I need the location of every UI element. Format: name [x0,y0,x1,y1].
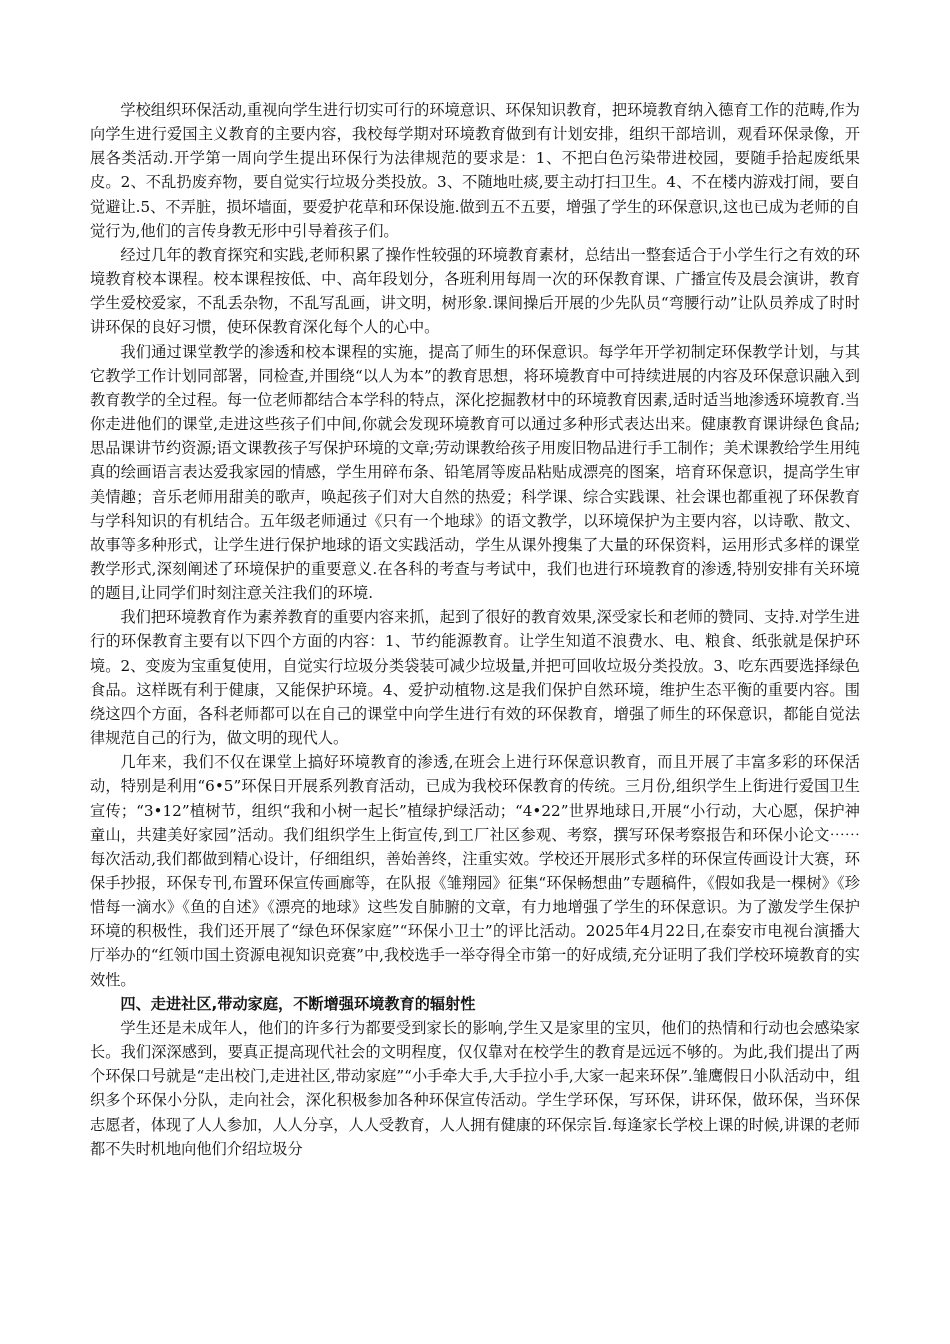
paragraph-2: 经过几年的教育探究和实践,老师积累了操作性较强的环境教育素材，总结出一整套适合于小学生行之有效的环境教育校本课程。校本课程按低、中、高年段划分，各班利用每周一次的环保教育课、广播宣传及晨会演讲，教育学生爱校爱家，不乱丢杂物，不乱写乱画，讲文明，树形象.课间操后开展的少先队员“弯腰行动”让队员养成了时时讲环保的良好习惯，使环保教育深化每个人的心中。 [90,245,860,337]
paragraph-1: 学校组织环保活动,重视向学生进行切实可行的环境意识、环保知识教育，把环境教育纳入德育工作的范畴,作为向学生进行爱国主义教育的主要内容，我校每学期对环境教育做到有计划安排，组织干部培训，观看环保录像，开展各类活动.开学第一周向学生提出环保行为法律规范的要求是：1、不把白色污染带进校园，要随手拾起废纸果皮。2、不乱扔废弃物，要自觉实行垃圾分类投放。3、不随地吐痰,要主动打扫卫生。4、不在楼内游戏打闹，要自觉避让.5、不弄脏，损坏墙面，要爱护花草和环保设施.做到五不五要，增强了学生的环保意识,这也已成为老师的自觉行为,他们的言传身教无形中引导着孩子们。 [90,101,860,240]
section-heading: 四、走进社区,带动家庭，不断增强环境教育的辐射性 [120,994,476,1013]
paragraph-4: 我们把环境教育作为素养教育的重要内容来抓，起到了很好的教育效果,深受家长和老师的赞同、支持.对学生进行的环保教育主要有以下四个方面的内容：1、节约能源教育。让学生知道不浪费水、电、粮食、纸张就是保护环境。2、变废为宝重复使用，自觉实行垃圾分类袋装可减少垃圾量,并把可回收垃圾分类投放。3、吃东西要选择绿色食品。这样既有利于健康，又能保护环境。4、爱护动植物.这是我们保护自然环境，维护生态平衡的重要内容。围绕这四个方面，各科老师都可以在自己的课堂中向学生进行有效的环保教育，增强了师生的环保意识，都能自觉法律规范自己的行为，做文明的现代人。 [90,608,860,748]
document-page [90,98,860,1161]
paragraph-3: 我们通过课堂教学的渗透和校本课程的实施，提高了师生的环保意识。每学年开学初制定环保教学计划，与其它教学工作计划同部署，同检查,并围绕“以人为本”的教育思想，将环境教育中可持续进展的内容及环保意识融入到教育教学的全过程。每一位老师都结合本学科的特点，深化挖掘教材中的环境教育因素,适时适当地渗透环境教育.当你走进他们的课堂,走进这些孩子们中间,你就会发现环境教育可以通过多种形式表达出来。健康教育课讲绿色食品;思品课讲节约资源;语文课教孩子写保护环境的文章;劳动课教给孩子用废旧物品进行手工制作；美术课教给学生用纯真的绘画语言表达爱我家园的情感，学生用碎布条、铅笔屑等废品粘贴成漂亮的图案，培育环保意识，提高学生审美情趣；音乐老师用甜美的歌声，唤起孩子们对大自然的热爱；科学课、综合实践课、社会课也都重视了环保教育与学科知识的有机结合。五年级老师通过《只有一个地球》的语文教学，以环境保护为主要内容，以诗歌、散文、故事等多种形式，让学生进行保护地球的语文实践活动，学生从课外搜集了大量的环保资料，运用形式多样的课堂教学形式,深刻阐述了环境保护的重要意义.在各科的考查与考试中，我们也进行环境教育的渗透,特别安排有关环境的题目,让同学们时刻注意关注我们的环境. [90,342,860,603]
paragraph-6: 学生还是未成年人，他们的许多行为都要受到家长的影响,学生又是家里的宝贝，他们的热情和行动也会感染家长。我们深深感到，要真正提高现代社会的文明程度，仅仅靠对在校学生的教育是远远不够的。为此,我们提出了两个环保口号就是“走出校门,走进社区,带动家庭”“小手牵大手,大手拉小手,大家一起来环保”.雏鹰假日小队活动中，组织多个环保小分队，走向社会，深化积极参加各种环保宣传活动。学生学环保，写环保，讲环保，做环保，当环保志愿者，体现了人人参加，人人分享，人人受教育，人人拥有健康的环保宗旨.每逢家长学校上课的时候,讲课的老师都不失时机地向他们介绍垃圾分 [90,1018,860,1158]
paragraph-5: 几年来，我们不仅在课堂上搞好环境教育的渗透,在班会上进行环保意识教育，而且开展了丰富多彩的环保活动，特别是利用“6•5”环保日开展系列教育活动，已成为我校环保教育的传统。三月份,组织学生上街进行爱国卫生宣传；“3•12”植树节，组织“我和小树一起长”植绿护绿活动；“4•22”世界地球日,开展“小行动，大心愿，保护神童山，共建美好家园”活动。我们组织学生上街宣传,到工厂社区参观、考察，撰写环保考察报告和环保小论文⋯⋯每次活动,我们都做到精心设计，仔细组织，善始善终，注重实效。学校还开展形式多样的环保宣传画设计大赛，环保手抄报，环保专刊,布置环保宣传画廊等，在队报《雏翔园》征集“环保畅想曲”专题稿件，《假如我是一棵树》《珍惜每一滴水》《鱼的自述》《漂亮的地球》这些发自肺腑的文章，有力地增强了学生的环保意识。为了激发学生保护环境的积极性，我们还开展了“绿色环保家庭”“环保小卫士”的评比活动。2025年4月22日,在泰安市电视台演播大厅举办的“红领巾国土资源电视知识竞赛”中,我校选手一举夺得全市第一的好成绩,充分证明了我们学校环境教育的实效性。 [90,753,860,989]
